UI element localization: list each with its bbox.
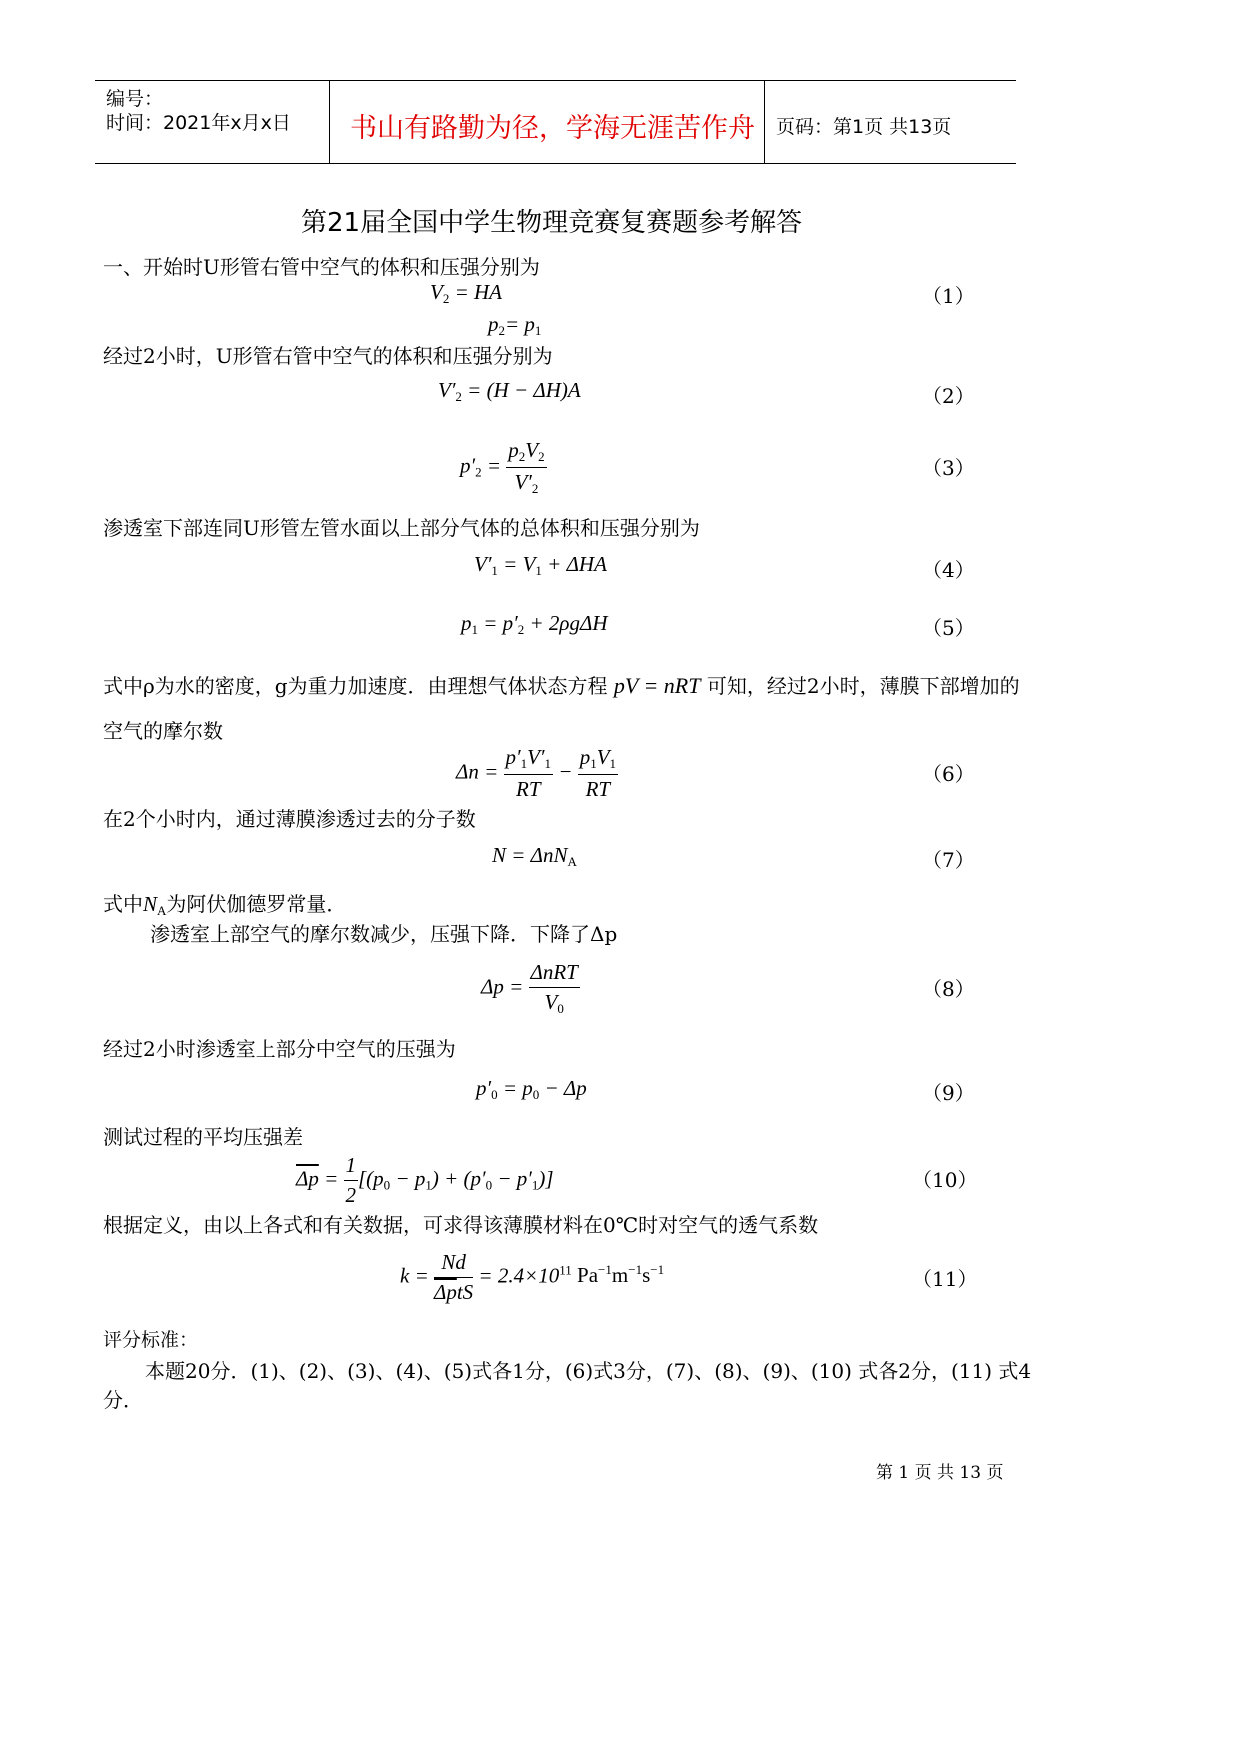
equation-number: （4） [922, 558, 975, 582]
equation-number: （8） [922, 977, 975, 1001]
equation-number: （11） [912, 1267, 978, 1291]
equation-number: （3） [922, 456, 975, 480]
equation-2: $V'_2 = (H - \Delta H)A$ [438, 378, 581, 404]
text-line: 一、开始时U形管右管中空气的体积和压强分别为 [103, 255, 540, 279]
equation-8: Δp = $\frac{\text{ΔnRT}}{V_0}$ [481, 960, 578, 1016]
grading-text: 本题20分．(1)、(2)、(3)、(4)、(5)式各1分，(6)式3分，(7)、(8)、(9)、(10) 式各2分，(11) 式4 [145, 1359, 1032, 1383]
equation-9: $p'_0 = p_0 - \Delta p$ [476, 1076, 587, 1102]
text-line: 经过2小时渗透室上部分中空气的压强为 [103, 1037, 456, 1061]
equation-4: $V'_1 = V_1 + \Delta HA$ [474, 552, 607, 578]
equation-number: （10） [912, 1168, 978, 1192]
text-line: 渗透室上部空气的摩尔数减少，压强下降．下降了Δp [150, 922, 618, 946]
header-top-rule [95, 80, 1016, 81]
text-line: 经过2小时，U形管右管中空气的体积和压强分别为 [103, 344, 553, 368]
equation-7: N = ΔnN$_A$ [492, 843, 577, 869]
equation-number: （5） [922, 616, 975, 640]
header-divider-left [329, 80, 330, 164]
header-time-label: 时间：2021年x月x日 [106, 112, 291, 134]
text-line: 空气的摩尔数 [103, 719, 223, 743]
text-line: 式中ρ为水的密度，g为重力加速度．由理想气体状态方程 pV = nRT 可知，经过2小时，薄膜下部增加的 [103, 673, 1020, 698]
equation-number: （7） [922, 848, 975, 872]
text-line: 式中$N_A$为阿伏伽德罗常量． [103, 892, 347, 918]
text-line: 测试过程的平均压强差 [103, 1125, 303, 1149]
equation-3: $p'_2$ = $\frac{p_2V_2}{V'_2}$ [460, 438, 545, 496]
page-title: 第21届全国中学生物理竞赛复赛题参考解答 [301, 208, 803, 238]
equation-1: $V_2$ = HA [430, 280, 502, 306]
grading-text-cont: 分． [103, 1388, 143, 1412]
equation-number: （1） [922, 284, 975, 308]
equation-6: Δn = $\frac{p'_1V'_1}{RT}$ − $\frac{p_1V_1}{RT}$ [456, 745, 617, 801]
header-bottom-rule [95, 163, 1016, 164]
header-number-label: 编号： [106, 88, 164, 110]
page-footer: 第 1 页 共 13 页 [876, 1463, 1004, 1483]
header-divider-right [764, 80, 765, 164]
equation-11: k = $\frac{Nd}{\overline{\Delta p}tS}$ = $2.4\times 10^{11}$ $Pa^{-1}m^{-1}s^{-1}$ [400, 1250, 665, 1304]
equation-5: $p_1 = p'_2 + 2\rho g\Delta H$ [461, 611, 608, 637]
equation-number: （9） [922, 1081, 975, 1105]
equation-1b: $p_2= p_1$ [488, 312, 542, 338]
header-page-label: 页码：第1页 共13页 [776, 116, 952, 138]
grading-title: 评分标准： [103, 1329, 199, 1351]
equation-number: （2） [922, 384, 975, 408]
equation-10: $\overline{\Delta p}$ = $\frac{1}{2}$ $[(p_0 - p_1) + (p'_0 - p'_1)]$ [296, 1153, 554, 1207]
header-motto: 书山有路勤为径，学海无涯苦作舟 [350, 113, 755, 144]
equation-number: （6） [922, 762, 975, 786]
text-line: 根据定义，由以上各式和有关数据，可求得该薄膜材料在0℃时对空气的透气系数 [103, 1213, 819, 1237]
text-line: 渗透室下部连同U形管左管水面以上部分气体的总体积和压强分别为 [103, 516, 700, 540]
text-line: 在2个小时内，通过薄膜渗透过去的分子数 [103, 807, 476, 831]
